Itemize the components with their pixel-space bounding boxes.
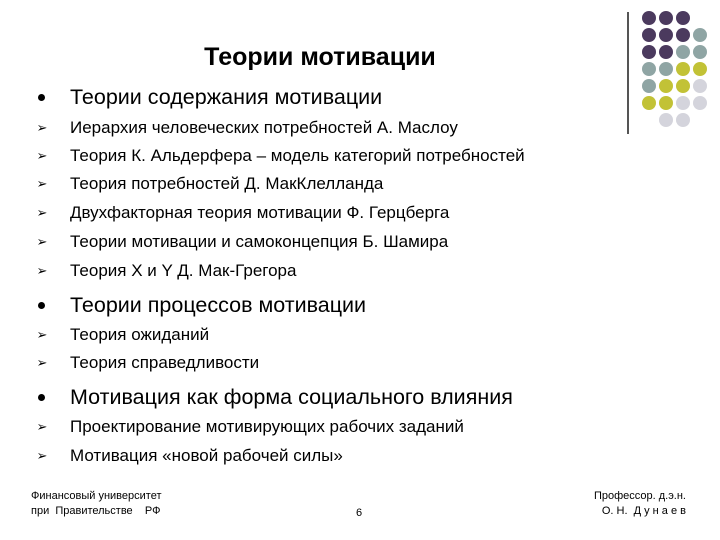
decor-dot xyxy=(642,62,656,76)
decor-dot xyxy=(659,79,673,93)
decor-dot xyxy=(642,96,656,110)
decor-dot xyxy=(676,113,690,127)
arrow-bullet-icon: ➢ xyxy=(36,148,48,163)
arrow-bullet-icon: ➢ xyxy=(36,327,48,342)
decor-dot xyxy=(659,45,673,59)
arrow-bullet-icon: ➢ xyxy=(36,234,48,249)
footer-author-line1: Профессор. д.э.н. xyxy=(593,490,686,502)
round-bullet-icon xyxy=(38,94,45,101)
decor-dot xyxy=(642,28,656,42)
decor-dot xyxy=(642,11,656,25)
round-bullet-icon xyxy=(38,394,45,401)
slide-title: Теории мотивации xyxy=(204,43,436,71)
decor-dot xyxy=(659,96,673,110)
page-number: 6 xyxy=(356,507,363,519)
footer-org-line2: при Правительстве РФ xyxy=(31,505,161,517)
decor-dot xyxy=(642,45,656,59)
arrow-bullet-icon: ➢ xyxy=(36,176,48,191)
decorative-divider xyxy=(627,12,629,134)
decor-dot xyxy=(676,45,690,59)
footer-org-line1: Финансовый университет xyxy=(31,490,162,502)
footer-organization xyxy=(31,489,162,519)
decor-dot xyxy=(693,28,707,42)
decor-dot xyxy=(659,11,673,25)
round-bullet-icon xyxy=(38,302,45,309)
decor-dot xyxy=(693,45,707,59)
decor-dot xyxy=(659,28,673,42)
decor-dot xyxy=(659,62,673,76)
decor-dot xyxy=(693,96,707,110)
arrow-bullet-icon: ➢ xyxy=(36,205,48,220)
decor-dot xyxy=(642,79,656,93)
decor-dot xyxy=(676,11,690,25)
arrow-bullet-icon: ➢ xyxy=(36,120,48,135)
decor-dot xyxy=(676,79,690,93)
arrow-bullet-icon: ➢ xyxy=(36,419,48,434)
decor-dot xyxy=(676,96,690,110)
decor-dot xyxy=(659,113,673,127)
arrow-bullet-icon: ➢ xyxy=(36,355,48,370)
decor-dot xyxy=(693,62,707,76)
arrow-bullet-icon: ➢ xyxy=(36,263,48,278)
decor-dot xyxy=(676,62,690,76)
decor-dot xyxy=(693,79,707,93)
decor-dot xyxy=(676,28,690,42)
arrow-bullet-icon: ➢ xyxy=(36,448,48,463)
footer-author xyxy=(594,489,686,519)
footer-author-line2: О. Н. Д у н а е в xyxy=(601,505,686,517)
